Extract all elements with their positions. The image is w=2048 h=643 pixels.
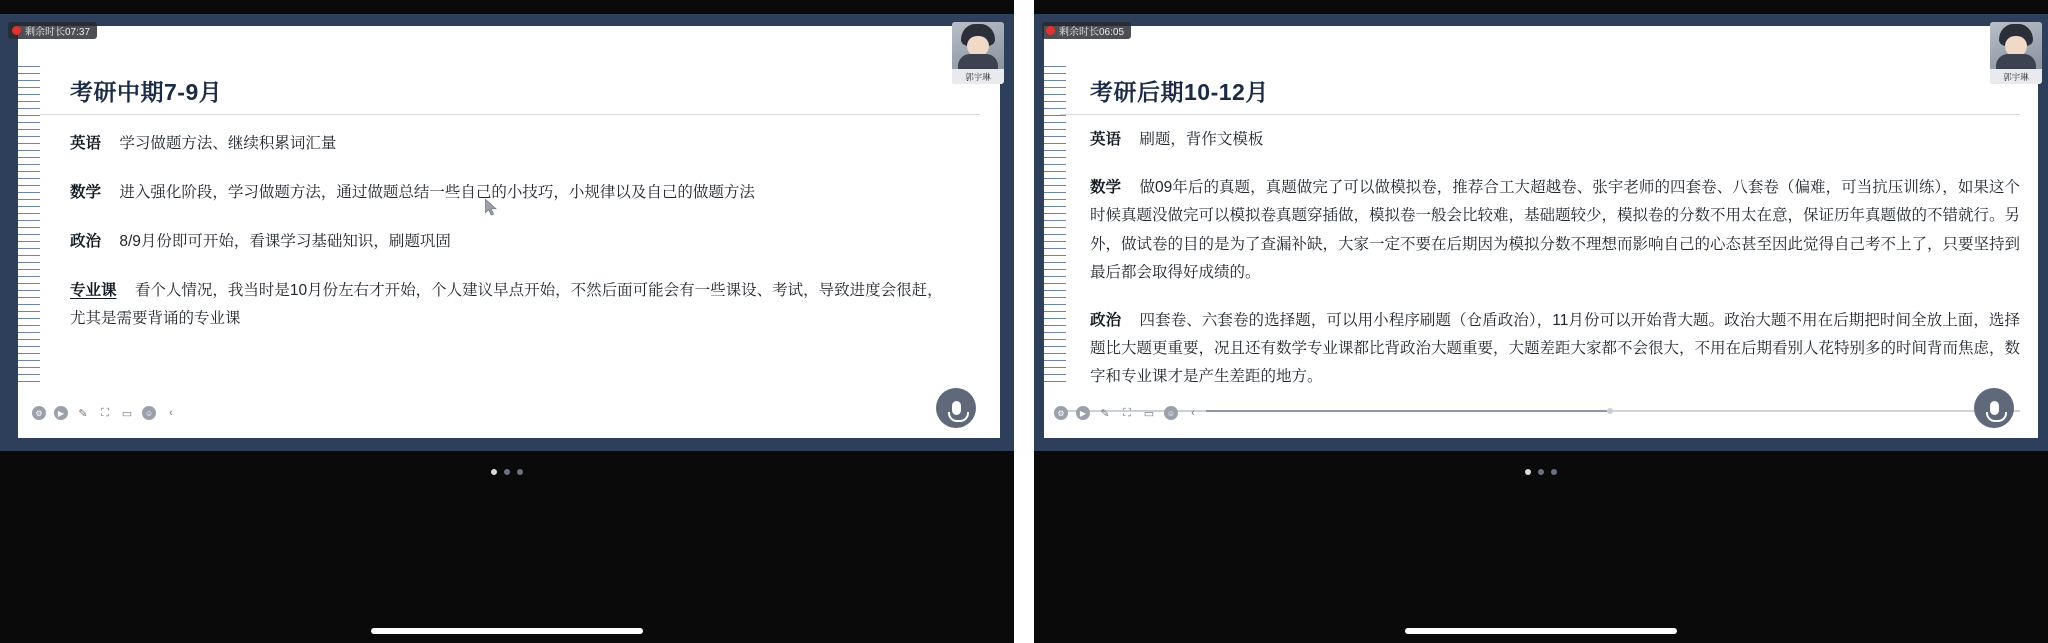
slide-card [1044, 26, 2038, 438]
avatar [952, 22, 1004, 69]
pagination-dot[interactable] [504, 469, 510, 475]
collapse-chevron-icon[interactable]: ‹ [1191, 407, 1195, 419]
slide-row-label: 英语 [70, 135, 102, 152]
participant-name: 郭宇琳 [952, 69, 1004, 84]
slide-row-label: 数学 [1090, 179, 1122, 197]
microphone-icon [952, 401, 961, 415]
recording-timer-badge [8, 22, 97, 39]
camera-icon[interactable]: ▭ [1143, 407, 1155, 420]
pagination-dots[interactable] [1034, 469, 2048, 475]
slide-title: 考研中期7-9月 [70, 79, 223, 105]
title-divider [40, 114, 980, 115]
fullscreen-icon[interactable]: ⛶ [1123, 406, 1131, 419]
record-dot-icon [12, 26, 21, 35]
microphone-icon [1990, 401, 1999, 415]
avatar [1990, 22, 2042, 69]
pencil-icon[interactable]: ✎ [78, 407, 88, 420]
emoji-icon[interactable]: ☺ [1164, 406, 1178, 420]
emoji-icon[interactable]: ☺ [142, 406, 156, 420]
play-icon[interactable]: ▶ [1076, 406, 1090, 420]
slide-row [1090, 174, 2020, 287]
accent-stripes-decoration [1044, 66, 1066, 426]
pagination-dot[interactable] [1551, 469, 1557, 475]
slide-row-label: 英语 [1090, 131, 1122, 148]
slide-row-label: 数学 [70, 184, 102, 202]
slide-row-text: 做09年后的真题，真题做完了可以做模拟卷，推荐合工大超越卷、张宇老师的四套卷、八套卷（偏难，可当抗压训练），如果这个时候真题没做完可以模拟卷真题穿插做，模拟卷一般会比较难，基础题较少，模拟卷的分数不用太在意，保证历年真题做的不错就行。另外，做试卷的目的是为了查漏补缺，大家一定不要在后期因为模拟分数不理想而影响自己的心态甚至因此觉得自己考不上了，只要坚持到最后都会取得好成绩的。 [1090, 179, 2021, 281]
slide-row-label: 政治 [1090, 312, 1122, 330]
slide-row [70, 179, 950, 206]
home-indicator [1405, 628, 1677, 634]
mic-button[interactable] [1974, 388, 2014, 428]
slide-row-text: 刷题，背作文模板 [1139, 131, 1264, 148]
pencil-icon[interactable]: ✎ [1100, 407, 1110, 420]
home-indicator [371, 628, 643, 634]
slide-control-bar[interactable] [1048, 402, 1206, 424]
slide-row [70, 130, 950, 157]
slide-row-label: 专业课 [70, 282, 117, 300]
participant-tile[interactable] [952, 22, 1004, 84]
slide-row-label: 政治 [70, 233, 102, 251]
slide-row-text: 四套卷、六套卷的选择题，可以用小程序刷题（仓盾政治），11月份可以开始背大题。政治大题不用在后期把时间全放上面，选择题比大题更重要，况且还有数学专业课都比背政治大题重要，大题差距大家都不会很大，不用在后期看别人花特别多的时间背而焦虑，数字和专业课才是产生差距的地方。 [1090, 312, 2021, 386]
pagination-dot[interactable] [517, 469, 523, 475]
playback-progress-knob[interactable] [1607, 408, 1613, 414]
slide-row-text: 8/9月份即可开始，看课学习基础知识，刷题巩固 [119, 233, 451, 251]
participant-name: 郭宇琳 [1990, 69, 2042, 84]
slide-title: 考研后期10-12月 [1090, 79, 1269, 105]
settings-icon[interactable]: ⚙ [1054, 406, 1068, 420]
participant-tile[interactable] [1990, 22, 2042, 84]
slide-row [70, 277, 950, 331]
avatar-body [1996, 54, 2036, 70]
pagination-dots[interactable] [0, 469, 1014, 475]
camera-icon[interactable]: ▭ [121, 407, 133, 420]
avatar-body [958, 54, 998, 70]
slide-card [18, 26, 1000, 438]
mic-button[interactable] [936, 388, 976, 428]
recording-timer-label: 剩余时长06:05 [1059, 27, 1125, 38]
slide-row-text: 进入强化阶段，学习做题方法，通过做题总结一些自己的小技巧，小规律以及自己的做题方法 [119, 184, 755, 202]
fullscreen-icon[interactable]: ⛶ [101, 406, 109, 419]
slide-row-text: 学习做题方法、继续积累词汇量 [119, 135, 337, 152]
accent-stripes-decoration [18, 66, 40, 426]
slide-control-bar[interactable] [26, 402, 184, 424]
slide-row [1090, 307, 2020, 392]
slide-row-text: 看个人情况，我当时是10月份左右才开始，个人建议早点开始，不然后面可能会有一些课设、考试，导致进度会很赶，尤其是需要背诵的专业课 [70, 282, 943, 327]
pagination-dot[interactable] [1538, 469, 1544, 475]
pagination-dot[interactable] [1525, 469, 1531, 475]
slide-row [70, 228, 950, 255]
settings-icon[interactable]: ⚙ [32, 406, 46, 420]
record-dot-icon [1046, 26, 1055, 35]
play-icon[interactable]: ▶ [54, 406, 68, 420]
title-divider [1060, 114, 2020, 115]
recording-timer-badge [1042, 22, 1131, 39]
collapse-chevron-icon[interactable]: ‹ [169, 407, 173, 419]
slide-row [1090, 126, 2020, 154]
slide-body [1090, 126, 2020, 412]
slide-body [70, 130, 950, 354]
video-panel-left [0, 0, 1014, 643]
recording-timer-label: 剩余时长07:37 [25, 27, 91, 38]
pagination-dot[interactable] [491, 469, 497, 475]
video-panel-right [1034, 0, 2048, 643]
